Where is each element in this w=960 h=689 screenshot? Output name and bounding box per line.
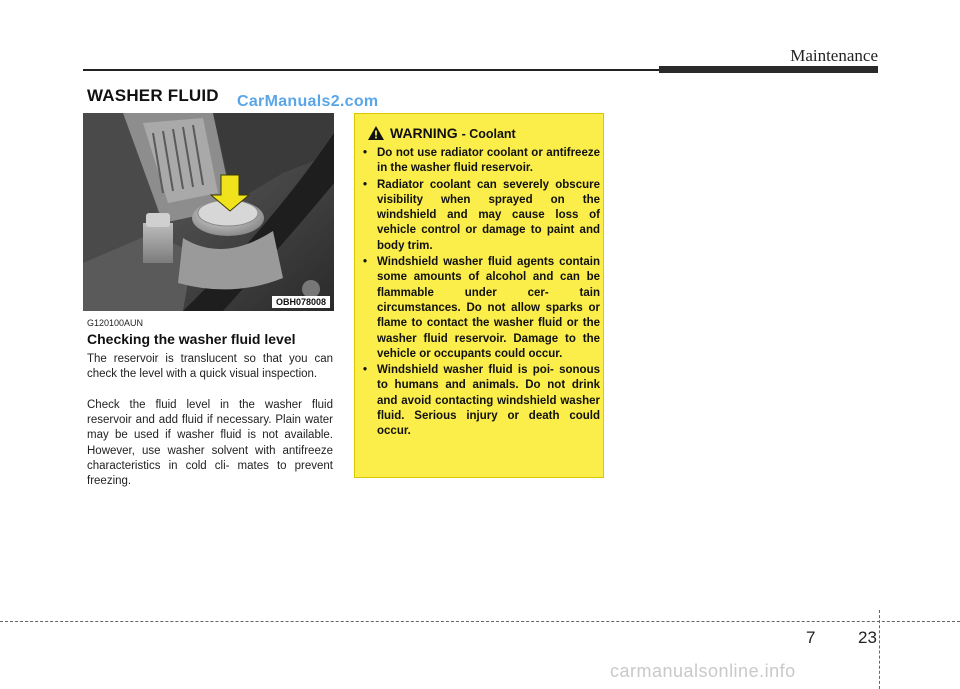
article-paragraph: The reservoir is translucent so that you can check the level with a quick visual inspection. bbox=[87, 353, 333, 381]
article-paragraph: Check the fluid level in the washer fluid reservoir and add fluid if necessary. Plain water may be used if washer fluid is not available. However, use washer solvent with antifreeze characteristics in cold cli- mates to prevent freezing. bbox=[87, 399, 333, 488]
warning-item bbox=[360, 146, 600, 177]
warning-item-text: Radiator coolant can severely obscure visibility when sprayed on the windshield and may cause loss of vehicle control or damage to paint and body trim. bbox=[377, 178, 600, 252]
header-rule-thick bbox=[659, 66, 878, 73]
warning-item bbox=[360, 178, 600, 254]
page-heading: WASHER FLUID bbox=[87, 86, 219, 105]
bullet-icon: • bbox=[363, 178, 368, 191]
chapter-number: 7 bbox=[806, 628, 816, 647]
warning-title bbox=[368, 125, 516, 141]
watermark-logo: CarManuals2.com bbox=[237, 93, 379, 110]
bullet-icon: • bbox=[363, 147, 368, 159]
figure-code: OBH078008 bbox=[272, 296, 330, 308]
warning-list bbox=[360, 146, 600, 441]
warning-item bbox=[360, 255, 600, 362]
header-rule bbox=[83, 69, 659, 71]
footer-dashed-rule bbox=[0, 621, 960, 622]
section-label: Maintenance bbox=[790, 46, 878, 65]
article-subheading: Checking the washer fluid level bbox=[87, 331, 296, 347]
footer-watermark: carmanualsonline.info bbox=[610, 661, 796, 681]
warning-item bbox=[360, 363, 600, 439]
warning-item-text: Do not use radiator coolant or antifreeze in the washer fluid reservoir. bbox=[377, 147, 600, 175]
engine-bay-photo bbox=[83, 113, 334, 311]
bullet-icon: • bbox=[363, 256, 368, 269]
engine-bay-illustration bbox=[83, 113, 334, 311]
warning-item-text: Windshield washer fluid is poi- sonous to humans and animals. Do not drink and avoid contacting windshield washer fluid. Serious injury or death could occur. bbox=[377, 364, 600, 438]
warning-title-text: WARNING bbox=[390, 125, 458, 141]
page-number: 23 bbox=[858, 628, 877, 647]
warning-title-suffix: - Coolant bbox=[461, 127, 516, 141]
article-code: G120100AUN bbox=[87, 318, 144, 328]
bullet-icon: • bbox=[363, 364, 368, 377]
footer-dashed-divider bbox=[879, 610, 880, 689]
warning-triangle-icon bbox=[368, 126, 384, 140]
warning-item-text: Windshield washer fluid agents contain some amounts of alcohol and can be flammable under cer- tain circumstances. Do not allow sparks or flame to contact the washer fluid or the washer fluid reservoir. Damage to the vehicle or occupants could occur. bbox=[377, 256, 600, 360]
